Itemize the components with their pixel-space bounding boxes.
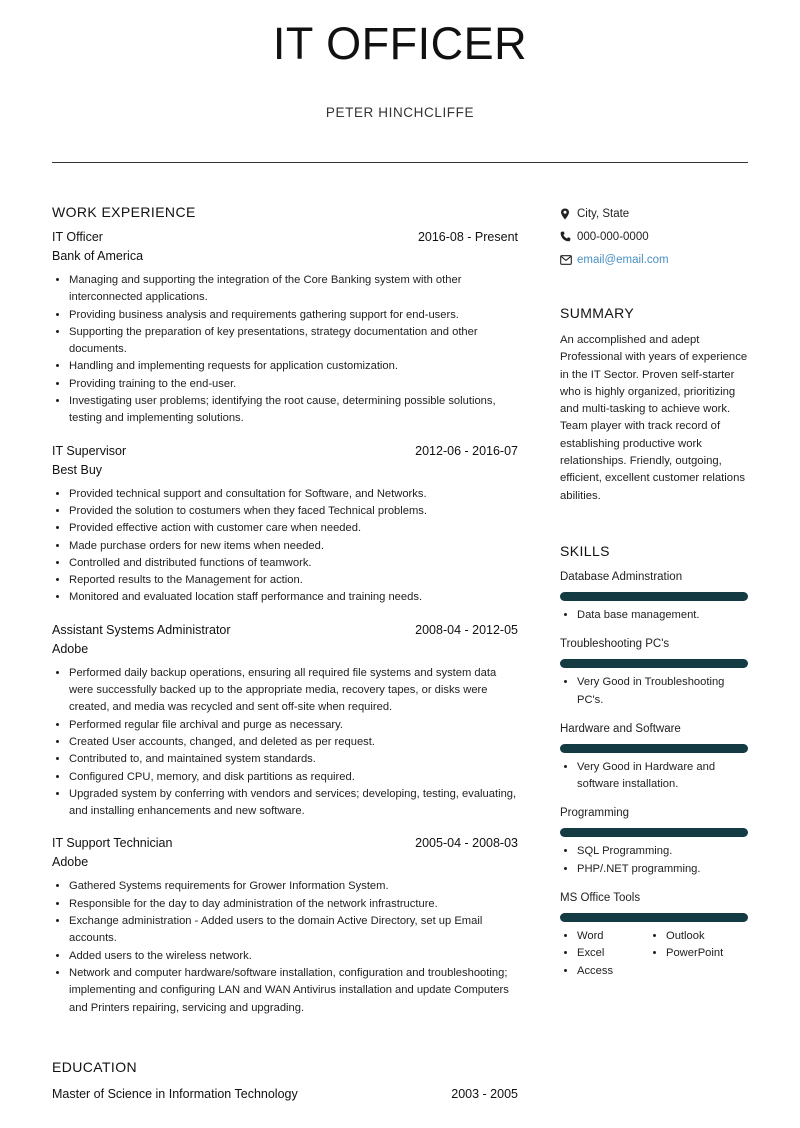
job-company: Best Buy — [52, 462, 103, 477]
education-entry — [52, 1087, 518, 1101]
skill-level-bar — [560, 828, 748, 837]
list-item: • Providing training to the end-user. — [69, 376, 518, 393]
education-heading: EDUCATION — [52, 1058, 138, 1075]
list-item: • Configured CPU, memory, and disk partitions as required. — [69, 769, 518, 786]
skill-entry — [560, 723, 748, 794]
contact-phone — [560, 225, 748, 248]
job-responsibilities — [52, 486, 518, 607]
skill-entry — [560, 892, 748, 980]
list-item: • Investigating user problems; identifying the root cause, determining possible solutions, testing and implementing solutions. — [69, 393, 518, 428]
list-item: • Excel — [577, 945, 658, 962]
list-item: • Performed regular file archival and purge as necessary. — [69, 717, 518, 734]
list-item: • Exchange administration - Added users to the domain Active Directory, set up Email accounts. — [69, 913, 518, 948]
list-item: • Gathered Systems requirements for Grower Information System. — [69, 878, 518, 895]
list-item: • Reported results to the Management for action. — [69, 572, 518, 589]
degree-name: Master of Science in Information Technology — [52, 1086, 298, 1101]
job-responsibilities — [52, 272, 518, 428]
skill-entry — [560, 638, 748, 709]
list-item: • Providing business analysis and requirements gathering support for end-users. — [69, 307, 518, 324]
skill-name: Hardware and Software — [560, 722, 681, 735]
skill-details — [560, 674, 748, 709]
list-item: • Monitored and evaluated location staff performance and training needs. — [69, 589, 518, 606]
list-item: • SQL Programming. — [577, 843, 748, 860]
skill-name: Database Adminstration — [560, 570, 683, 583]
skill-details — [560, 928, 747, 980]
list-item: • Provided technical support and consultation for Software, and Networks. — [69, 486, 518, 503]
job-responsibilities — [52, 665, 518, 821]
job-dates: 2016-08 - Present — [417, 230, 518, 244]
list-item: • Added users to the wireless network. — [69, 948, 518, 965]
skill-entry — [560, 571, 748, 624]
candidate-name: PETER HINCHCLIFFE — [325, 105, 475, 120]
main-column — [52, 204, 518, 1101]
summary-text: An accomplished and adept Professional with years of experience in the IT Sector. Proven self-starter who is highly organized, prioritizing and multi-tasking to achieve work. Team player with track record of establishing productive work relationships. Friendly, outgoing, efficient, excellent customer relations abilities. — [560, 334, 748, 502]
summary-heading: SUMMARY — [560, 305, 635, 321]
skill-details — [560, 759, 748, 794]
list-item: • Very Good in Hardware and software installation. — [577, 759, 748, 794]
list-item: • Contributed to, and maintained system standards. — [69, 751, 518, 768]
job-entry — [52, 623, 518, 821]
skills-heading: SKILLS — [560, 542, 610, 559]
job-company: Bank of America — [52, 249, 144, 263]
list-item: • Very Good in Troubleshooting PC's. — [577, 674, 748, 709]
contact-email — [560, 248, 748, 271]
skill-entry — [560, 807, 748, 878]
skill-details — [560, 843, 748, 878]
job-dates: 2012-06 - 2016-07 — [415, 443, 518, 458]
list-item: • Controlled and distributed functions of teamwork. — [69, 555, 518, 572]
job-entry — [52, 836, 518, 1016]
email-link[interactable]: email@email.com — [577, 253, 669, 266]
education-dates: 2003 - 2005 — [451, 1086, 518, 1101]
job-entry — [52, 444, 518, 607]
skill-details — [560, 607, 748, 624]
list-item: • Upgraded system by conferring with vendors and services; developing, testing, evaluating, and installing enhancements and new software. — [69, 786, 518, 821]
list-item: • Handling and implementing requests for application customization. — [69, 358, 518, 375]
job-title: IT Supervisor — [52, 443, 127, 458]
skill-level-bar — [560, 659, 748, 668]
list-item: • PowerPoint — [666, 945, 747, 962]
skill-name: Programming — [560, 807, 630, 820]
list-item: • Supporting the preparation of key presentations, strategy documentation and other documents. — [69, 324, 518, 359]
job-title: IT Support Technician — [52, 836, 173, 851]
job-company: Adobe — [52, 641, 89, 656]
phone-text: 000-000-0000 — [577, 230, 649, 243]
work-experience-heading: WORK EXPERIENCE — [52, 204, 196, 220]
list-item: • Created User accounts, changed, and deleted as per request. — [69, 734, 518, 751]
location-pin-icon — [560, 208, 577, 220]
contact-location — [560, 202, 748, 225]
job-title: IT Officer — [52, 230, 103, 244]
job-dates: 2008-04 - 2012-05 — [415, 622, 518, 637]
envelope-icon — [560, 255, 577, 265]
phone-icon — [560, 231, 577, 242]
list-item: • Network and computer hardware/software installation, configuration and troubleshooting; implementing and configuring LAN and WAN Antivirus installation and update Computers and Printers repairing, servicing and upgrading. — [69, 965, 518, 1017]
resume-title: IT OFFICER — [272, 18, 528, 69]
list-item: • Provided the solution to costumers when they faced Technical problems. — [69, 503, 518, 520]
job-company: Adobe — [52, 855, 89, 870]
skill-level-bar — [560, 913, 748, 922]
job-title: Assistant Systems Administrator — [52, 622, 231, 637]
list-item: • PHP/.NET programming. — [577, 861, 748, 878]
job-responsibilities — [52, 878, 518, 1016]
list-item: • Responsible for the day to day administration of the network infrastructure. — [69, 896, 518, 913]
list-item: • Access — [577, 963, 658, 980]
skill-name: MS Office Tools — [560, 892, 641, 905]
list-item: • Outlook — [666, 928, 747, 945]
skill-name: Troubleshooting PC's — [560, 638, 670, 651]
list-item: • Data base management. — [577, 607, 748, 624]
location-text: City, State — [577, 207, 630, 220]
list-item: • Word — [577, 928, 658, 945]
list-item: • Made purchase orders for new items when needed. — [69, 538, 518, 555]
job-entry — [52, 230, 518, 428]
job-dates: 2005-04 - 2008-03 — [415, 836, 518, 851]
list-item: • Managing and supporting the integration of the Core Banking system with other interconnected applications. — [69, 272, 518, 307]
list-item: • Provided effective action with customer care when needed. — [69, 520, 518, 537]
skill-level-bar — [560, 744, 748, 753]
sidebar-column — [560, 202, 748, 980]
header-divider — [52, 162, 748, 163]
skill-level-bar — [560, 592, 748, 601]
list-item: • Performed daily backup operations, ensuring all required file systems and system data were successfully backed up to the appropriate media, recovery tapes, or disks were created, and media was recycled and sent off-site when required. — [69, 665, 518, 717]
